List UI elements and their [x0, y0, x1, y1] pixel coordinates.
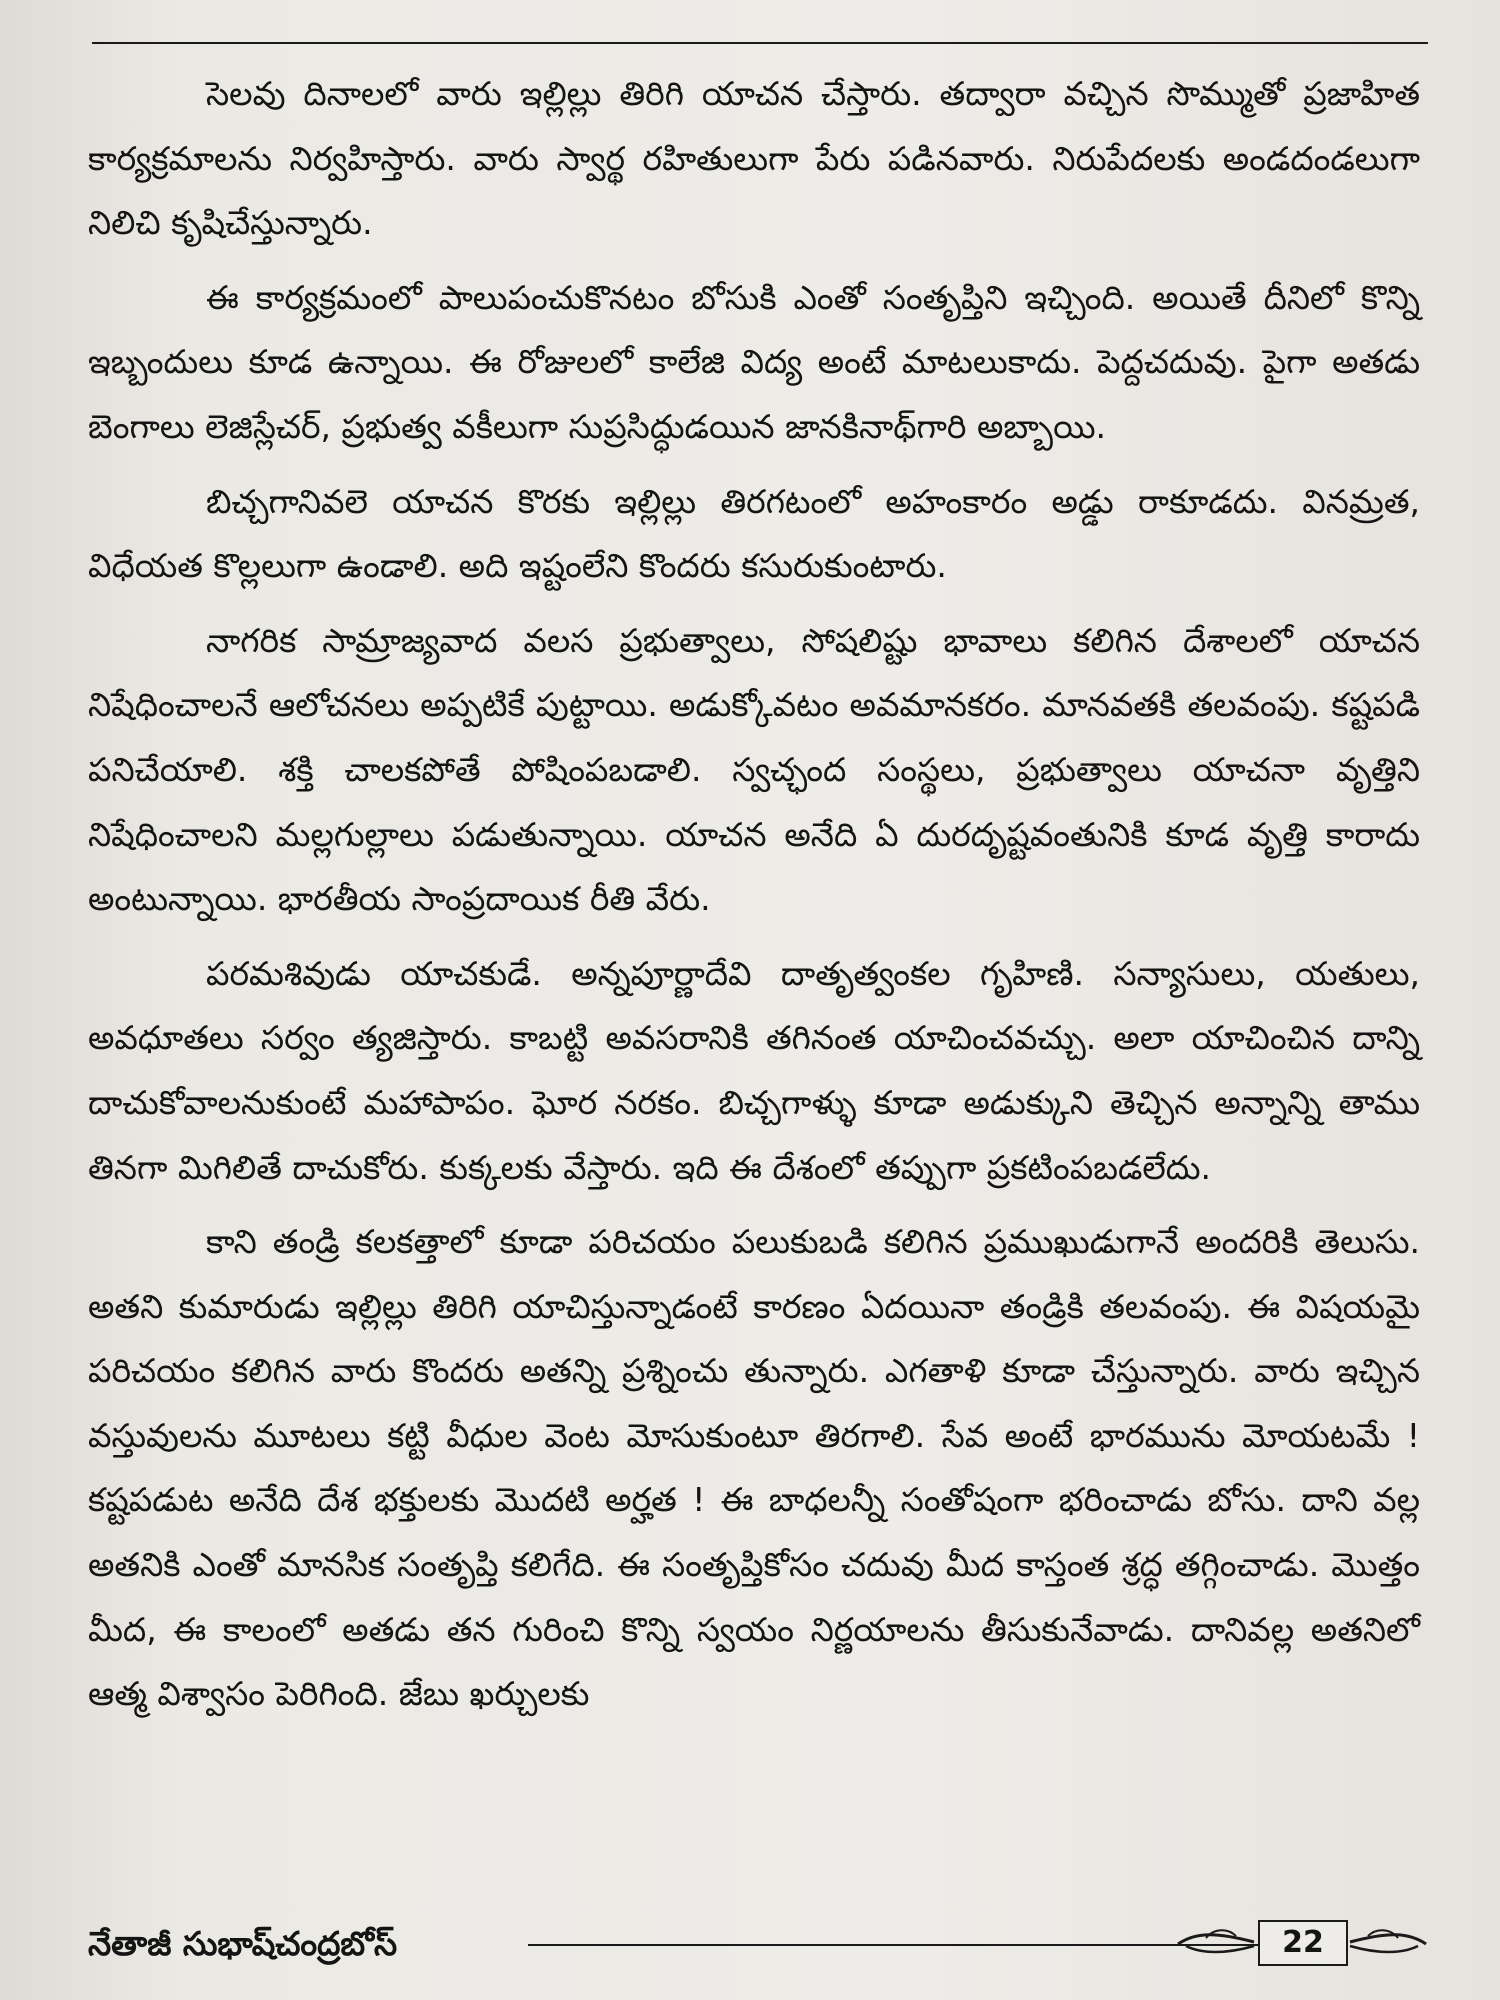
top-rule [92, 42, 1428, 44]
paragraph: పరమశివుడు యాచకుడే. అన్నపూర్ణాదేవి దాతృత్వంకల గృహిణి. సన్యాసులు, యతులు, అవధూతలు సర్వం త్యజిస్తారు. కాబట్టి అవసరానికి తగినంత యాచించవచ్చు. అలా యాచించిన దాన్ని దాచుకోవాలనుకుంటే మహాపాపం. ఘోర నరకం. బిచ్చగాళ్ళు కూడా అడుక్కుని తెచ్చిన అన్నాన్ని తాము తినగా మిగిలితే దాచుకోరు. కుక్కలకు వేస్తారు. ఇది ఈ దేశంలో తప్పుగా ప్రకటింపబడలేదు. [88, 953, 1420, 1187]
page-number: 22 [1258, 1920, 1348, 1966]
page-footer [88, 1918, 1428, 1974]
paragraph: నాగరిక సామ్రాజ్యవాద వలస ప్రభుత్వాలు, సోషలిష్టు భావాలు కలిగిన దేశాలలో యాచన నిషేధించాలనే ఆలోచనలు అప్పటికే పుట్టాయి. అడుక్కోవటం అవమానకరం. మానవతకి తలవంపు. కష్టపడి పనిచేయాలి. శక్తి చాలకపోతే పోషింపబడాలి. స్వచ్ఛంద సంస్థలు, ప్రభుత్వాలు యాచనా వృత్తిని నిషేధించాలని మల్లగుల్లాలు పడుతున్నాయి. యాచన అనేది ఏ దురదృష్టవంతునికి కూడ వృత్తి కారాదు అంటున్నాయి. భారతీయ సాంప్రదాయిక రీతి వేరు. [88, 620, 1420, 919]
paragraph: ఈ కార్యక్రమంలో పాలుపంచుకొనటం బోసుకి ఎంతో సంతృప్తిని ఇచ్చింది. అయితే దీనిలో కొన్ని ఇబ్బందులు కూడ ఉన్నాయి. ఈ రోజులలో కాలేజి విద్య అంటే మాటలుకాదు. పెద్దచదువు. పైగా అతడు బెంగాలు లెజిస్లేచర్, ప్రభుత్వ వకీలుగా సుప్రసిద్ధుడయిన జానకినాథ్‌గారి అబ్బాయి. [88, 277, 1420, 446]
paragraph: సెలవు దినాలలో వారు ఇల్లిల్లు తిరిగి యాచన చేస్తారు. తద్వారా వచ్చిన సొమ్ముతో ప్రజాహిత కార్యక్రమాలను నిర్వహిస్తారు. వారు స్వార్థ రహితులుగా పేరు పడినవారు. నిరుపేదలకు అండదండలుగా నిలిచి కృషిచేస్తున్నారు. [88, 74, 1420, 243]
body-text [88, 62, 1420, 1737]
flourish-right-ornament [1348, 1924, 1428, 1958]
flourish-left-ornament [1176, 1924, 1256, 1958]
footer-rule [528, 1944, 1268, 1946]
paragraph: బిచ్చగానివలె యాచన కొరకు ఇల్లిల్లు తిరగటంలో అహంకారం అడ్డు రాకూడదు. వినమ్రత, విధేయత కొల్లలుగా ఉండాలి. అది ఇష్టంలేని కొందరు కసురుకుంటారు. [88, 481, 1420, 586]
footer-book-title: నేతాజీ సుభాష్‌చంద్రబోస్ [88, 1924, 398, 1963]
paragraph: కాని తండ్రి కలకత్తాలో కూడా పరిచయం పలుకుబడి కలిగిన ప్రముఖుడుగానే అందరికి తెలుసు. అతని కుమారుడు ఇల్లిల్లు తిరిగి యాచిస్తున్నాడంటే కారణం ఏదయినా తండ్రికి తలవంపు. ఈ విషయమై పరిచయం కలిగిన వారు కొందరు అతన్ని ప్రశ్నించు తున్నారు. ఎగతాళి కూడా చేస్తున్నారు. వారు ఇచ్చిన వస్తువులను మూటలు కట్టి వీధుల వెంట మోసుకుంటూ తిరగాలి. సేవ అంటే భారమును మోయటమే ! కష్టపడుట అనేది దేశ భక్తులకు మొదటి అర్హత ! ఈ బాధలన్నీ సంతోషంగా భరించాడు బోసు. దాని వల్ల అతనికి ఎంతో మానసిక సంతృప్తి కలిగేది. ఈ సంతృప్తికోసం చదువు మీద కాస్తంత శ్రద్ధ తగ్గించాడు. మొత్తం మీద, ఈ కాలంలో అతడు తన గురించి కొన్ని స్వయం నిర్ణయాలను తీసుకునేవాడు. దానివల్ల అతనిలో ఆత్మ విశ్వాసం పెరిగింది. జేబు ఖర్చులకు [88, 1222, 1420, 1714]
